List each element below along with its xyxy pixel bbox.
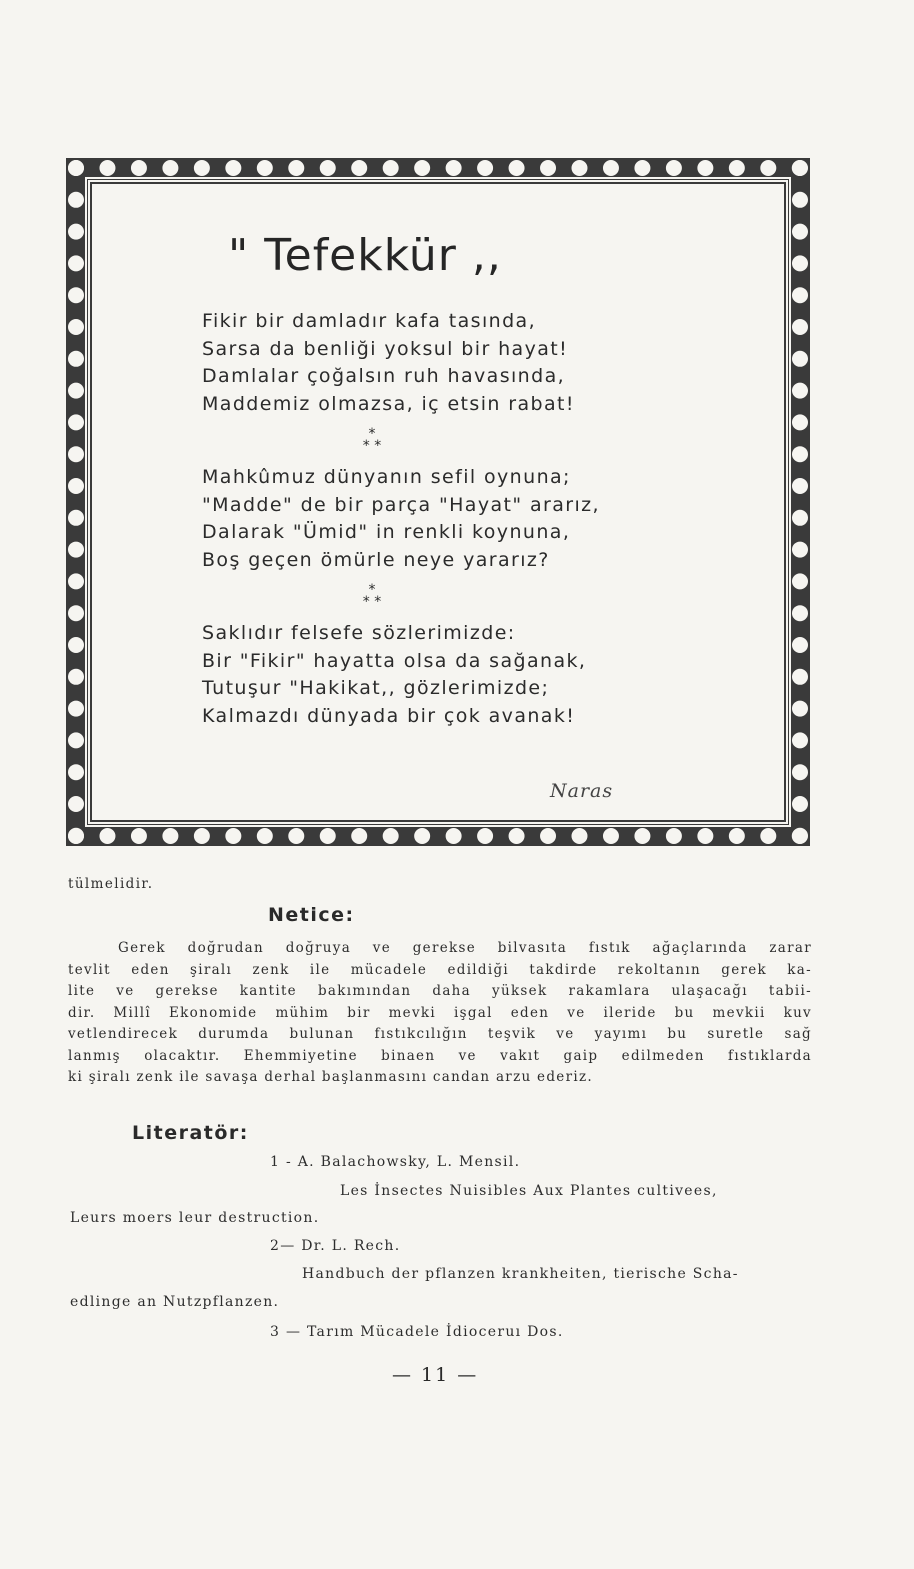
poem-line: Bir "Fikir" hayatta olsa da sağanak, (202, 649, 587, 672)
literatur-heading: Literatör: (132, 1122, 249, 1144)
paragraph-line: vetlendirecek durumda bulunan fıstıkcılığın teşvik ve yayımı bu suretle sağ (68, 1026, 812, 1042)
poem-line: Sarsa da benliği yoksul bir hayat! (202, 337, 569, 360)
paragraph-line: lanmış olacaktır. Ehemmiyetine binaen ve vakıt gaip edilmeden fıstıklarda (68, 1047, 812, 1064)
poem-line: Tutuşur "Hakikat,, gözlerimizde; (202, 677, 550, 699)
poem-author: Naras (550, 780, 614, 802)
poem-line: Boş geçen ömürle neye yararız? (202, 548, 550, 571)
reference-2-title: Handbuch der pflanzen krankheiten, tierische Scha- (302, 1266, 739, 1282)
poem-line: Damlalar çoğalsın ruh havasında, (202, 365, 566, 387)
netice-paragraph (68, 938, 812, 1089)
reference-2-author: 2— Dr. L. Rech. (270, 1238, 401, 1254)
poem-line: Maddemiz olmazsa, iç etsin rabat! (202, 392, 575, 415)
poem-frame (66, 158, 810, 846)
poem-line: Fikir bir damladır kafa tasında, (202, 310, 537, 332)
netice-heading: Netice: (268, 904, 355, 926)
reference-3: 3 — Tarım Mücadele İdioceruı Dos. (270, 1324, 564, 1340)
page-number: — 11 — (392, 1364, 479, 1386)
poem-title: " Tefekkür ,, (228, 230, 502, 281)
poem-line: Mahkûmuz dünyanın sefil oynuna; (202, 466, 571, 488)
poem-line: Dalarak "Ümid" in renkli koynuna, (202, 521, 571, 543)
paragraph-line: Gerek doğrudan doğruya ve gerekse bilvasıta fıstık ağaçlarında zarar (118, 940, 812, 956)
continuation-text: tülmelidir. (68, 876, 154, 892)
paragraph-line: dir. Millî Ekonomide mühim bir mevki işgal eden ve ileride bu mevkii kuv (68, 1004, 812, 1021)
stanza-1 (202, 308, 575, 418)
reference-2-cont: edlinge an Nutzpflanzen. (70, 1294, 280, 1310)
reference-1-title: Les İnsectes Nuisibles Aux Plantes cultivees, (340, 1183, 718, 1199)
paragraph-line: tevlit eden şiralı zenk ile mücadele edildiği takdirde rekoltanın gerek ka- (68, 961, 812, 978)
paragraph-line: lite ve gerekse kantite bakımından daha yüksek rakamlara ulaşacağı tabii- (68, 983, 812, 999)
stanza-3 (202, 620, 586, 730)
paragraph-line: ki şiralı zenk ile savaşa derhal başlanmasını candan arzu ederiz. (68, 1069, 593, 1085)
stanza-2 (202, 464, 600, 574)
stanza-separator: * * * (362, 426, 382, 454)
stanza-separator: * * * (362, 582, 382, 610)
poem-line: "Madde" de bir parça "Hayat" ararız, (202, 493, 600, 516)
reference-1-cont: Leurs moers leur destruction. (70, 1210, 320, 1226)
poem-line: Kalmazdı dünyada bir çok avanak! (202, 704, 576, 727)
poem-line: Saklıdır felsefe sözlerimizde: (202, 622, 516, 644)
reference-1-author: 1 - A. Balachowsky, L. Mensil. (270, 1154, 521, 1170)
